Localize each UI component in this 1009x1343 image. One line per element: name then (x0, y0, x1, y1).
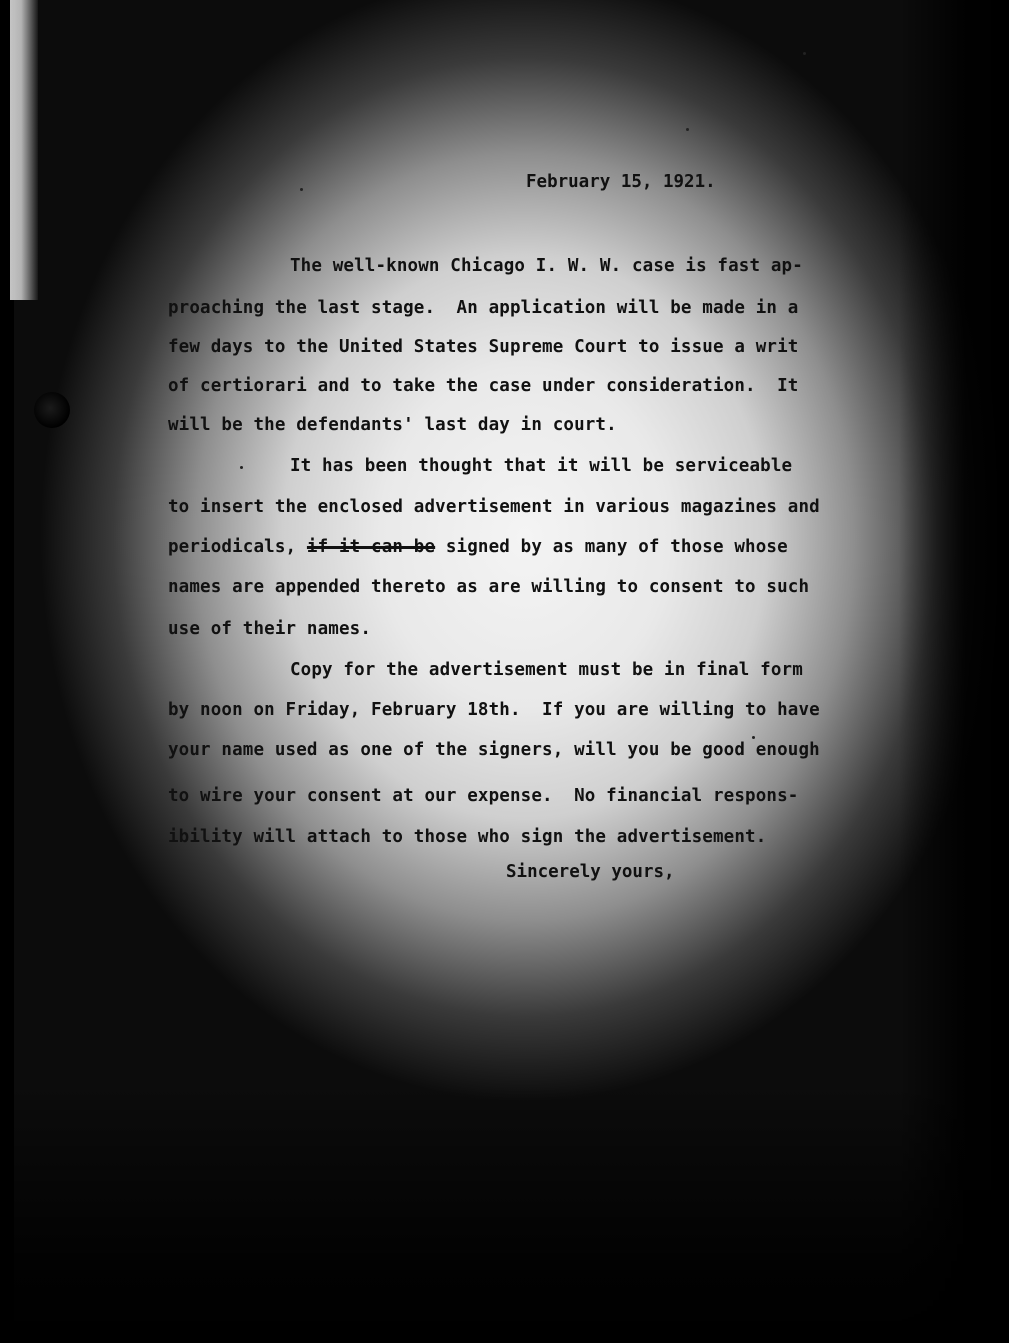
letter-date: February 15, 1921. (526, 172, 716, 192)
paragraph-2-line-1: It has been thought that it will be serviceable (290, 456, 793, 476)
struck-out-text: if it can be (306, 537, 436, 557)
paragraph-3-line-4: to wire your consent at our expense. No financial respons- (168, 786, 799, 806)
paragraph-2-line-3 (168, 537, 788, 557)
paragraph-2-line-5: use of their names. (168, 619, 372, 639)
paragraph-2-line-3-end: signed by as many of those whose (435, 537, 788, 557)
closing-salutation: Sincerely yours, (506, 862, 675, 882)
paragraph-1-line-1: The well-known Chicago I. W. W. case is fast ap- (290, 256, 803, 276)
paragraph-3-line-1: Copy for the advertisement must be in final form (290, 660, 803, 680)
paragraph-1-line-5: will be the defendants' last day in court. (168, 415, 617, 435)
paragraph-3-line-3: your name used as one of the signers, will you be good enough (168, 740, 820, 760)
paragraph-2-line-4: names are appended thereto as are willing to consent to such (168, 577, 810, 597)
paragraph-1-line-2: proaching the last stage. An application will be made in a (168, 298, 799, 318)
paragraph-3-line-2: by noon on Friday, February 18th. If you are willing to have (168, 700, 820, 720)
paragraph-2-line-3-start: periodicals, (168, 537, 307, 557)
paragraph-2-line-2: to insert the enclosed advertisement in various magazines and (168, 497, 820, 517)
paragraph-3-line-5: ibility will attach to those who sign the advertisement. (168, 827, 767, 847)
paragraph-1-line-4: of certiorari and to take the case under consideration. It (168, 376, 799, 396)
paragraph-1-line-3: few days to the United States Supreme Court to issue a writ (168, 337, 799, 357)
